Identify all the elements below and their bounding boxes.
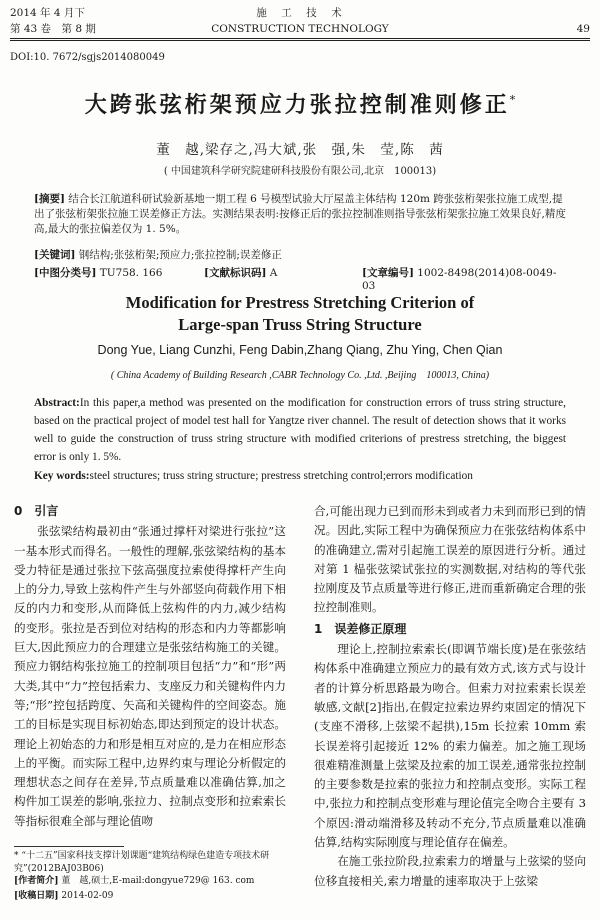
footnote-fund: * “十二五”国家科技支撑计划课题“建筑结构绿色建造专项技术研究”(2012BAJ03B06)	[14, 851, 270, 874]
affiliation-en: ( China Academy of Building Research ,CABR Technology Co. ,Ltd. ,Beijing 100013, China)	[110, 370, 490, 381]
keywords-cn-label: [关键词]	[34, 249, 76, 261]
footnote-rule	[14, 846, 124, 847]
keywords-en	[34, 470, 566, 482]
section-1-heading: 1 误差修正原理	[314, 621, 407, 636]
abstract-en-label: Abstract:	[34, 397, 80, 409]
body-column-left	[14, 502, 286, 831]
keywords-en-text: steel structures; truss string structure; prestress stretching control;errors modification	[89, 470, 473, 482]
doi: DOI:10. 7672/sgjs2014080049	[10, 52, 165, 63]
section-1-paragraph-1: 理论上,控制拉索索长(即调节端长度)是在张弦结构体系中准确建立预应力的最有效方式,该方式与设计者的计算分析思路最为吻合。但索力对拉索索长误差敏感,文献[2]指出,在假定拉索边界约束固定的情况下(支座不滑移,上弦梁不起拱),15m 长拉索 10mm 索长误差将引起接近 12% 的索力偏差。加之施工现场很难精准测量上弦梁及拉索的加工误差,通常张拉控制的主要参数是拉索的张拉力和控制点变形。实际工程中,张拉力和控制点变形难与理论值完全吻合主要有 3 个原因:滑动端滑移及转动不充分,节点质量难以准确估算,结构实际刚度与理论值存在偏差。	[314, 642, 586, 850]
abstract-cn-label: [摘要]	[34, 193, 65, 205]
issue-volume: 第 43 卷 第 8 期	[10, 23, 96, 35]
abstract-en-text: In this paper,a method was presented on the modification for construction errors of truss string structure, based on the practical project of model test hall for Yangtze river channel. The result of detection shows that it works well to guide the construction of truss string structure with modified criterions of prestress stretching, the biggest error is only 1. 5%.	[34, 397, 566, 463]
abstract-en	[34, 394, 566, 466]
authors-cn: 董 越,梁存之,冯大斌,张 强,朱 莹,陈 茜	[156, 142, 444, 158]
footnote-received: [收稿日期] 2014-02-09	[14, 891, 114, 901]
issue-date: 2014 年 4 月下	[10, 7, 85, 19]
keywords-cn-text: 钢结构;张弦桁架;预应力;张拉控制;误差修正	[78, 249, 282, 261]
article-number: [文章编号] 1002-8498(2014)08-0049-03	[362, 267, 557, 292]
clc: [中图分类号] TU758. 166	[34, 267, 163, 279]
body-column-right	[314, 502, 586, 891]
doc-code: [文献标识码] A	[204, 267, 278, 279]
keywords-en-label: Key words:	[34, 470, 90, 482]
header-rule-thin	[10, 40, 590, 41]
title-en-line1: Modification for Prestress Stretching Criterion of	[125, 293, 475, 312]
section-0-heading: 0 引言	[14, 504, 59, 518]
title-cn: 大跨张弦桁架预应力张拉控制准则修正*	[84, 92, 516, 118]
keywords-cn	[34, 248, 566, 263]
page-number: 49	[576, 23, 590, 35]
title-footnote-mark: *	[509, 93, 516, 107]
journal-name-cn: 施 工 技 术	[256, 7, 344, 19]
section-1-paragraph-2: 在施工张拉阶段,拉索索力的增量与上弦梁的竖向位移直接相关,索力增量的速率取决于上弦梁	[314, 854, 586, 888]
journal-name-en: CONSTRUCTION TECHNOLOGY	[211, 23, 389, 35]
title-en-line2: Large-span Truss String Structure	[178, 315, 422, 334]
section-0-paragraph-2: 合,可能出现力已到而形未到或者力未到而形已到的情况。因此,实际工程中为确保预应力在张弦结构体系中的准确建立,需对引起施工误差的原因进行分析。通过对第 1 榀张弦梁试张拉的实测数据,对结构的等代张拉刚度及节点质量等进行修正,进而重新确定合理的张拉控制准则。	[314, 504, 586, 615]
footnote-author: [作者简介] 董 越,硕士,E-mail:dongyue729@ 163. com	[14, 876, 255, 886]
section-0-paragraph-1: 张弦梁结构最初由“张通过撑杆对梁进行张拉”这一基本形式而得名。一般性的理解,张弦梁结构的基本受力特征是通过张拉下弦高强度拉索使得撑杆产生向上的分力,导致上弦构件产生与外部竖向荷载作用下相反的内力和变形,从而降低上弦构件的内力,减少结构的变形。张拉是否到位对结构的形态和内力等都影响巨大,因此预应力的合理建立是张弦结构施工的关键。预应力钢结构张拉施工的控制项目包括“力”和“形”两大类,其中“力”控包括索力、支座反力和关键构件内力等;“形”控包括跨度、矢高和关键构件的空间姿态。施工的目标是实现目标初始态,即达到预定的设计状态。理论上初始态的力和形是相互对应的,是力在相应形态上的平衡。而实际工程中,边界约束与理论分析假定的理想状态之间存在差异,节点质量难以准确估算,加之构件加工误差的影响,张拉力、拉制点变形和拉索索长等指标很难全部与理论值吻	[14, 524, 286, 828]
authors-en: Dong Yue, Liang Cunzhi, Feng Dabin,Zhang Qiang, Zhu Ying, Chen Qian	[97, 343, 503, 357]
affiliation-cn: ( 中国建筑科学研究院建研科技股份有限公司,北京 100013)	[163, 166, 437, 177]
header-rule	[10, 38, 590, 39]
abstract-cn	[34, 192, 566, 237]
abstract-cn-text: 结合长江航道科研试验新基地一期工程 6 号模型试验大厅屋盖主体结构 120m 跨张弦桁架张拉施工成型,提出了张弦桁架张拉施工误差修正方法。实测结果表明:按修正后的张拉控制准则指导张弦桁架张拉施工效果良好,精度高,最大的张拉偏差仅为 1. 5%。	[34, 193, 566, 235]
